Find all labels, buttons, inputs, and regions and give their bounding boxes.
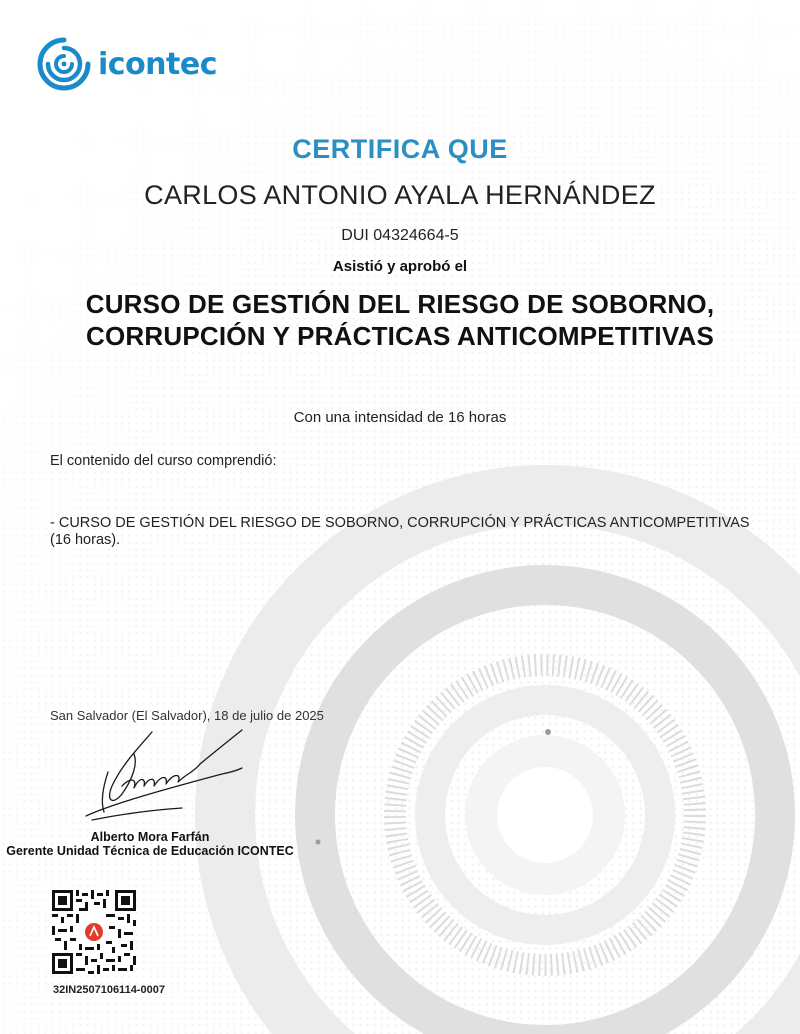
content-item: - CURSO DE GESTIÓN DEL RIESGO DE SOBORNO, CORRUPCIÓN Y PRÁCTICAS ANTICOMPETITIVAS (16 horas). xyxy=(50,515,750,548)
place-date: San Salvador (El Salvador), 18 de julio de 2025 xyxy=(50,708,324,723)
signer-title: Gerente Unidad Técnica de Educación ICONTEC xyxy=(6,844,294,858)
brand-wordmark: icontec xyxy=(98,46,218,82)
certificate-heading: CERTIFICA QUE xyxy=(292,134,508,164)
signer-block xyxy=(0,830,300,858)
course-title-line-1: CURSO DE GESTIÓN DEL RIESGO DE SOBORNO, xyxy=(85,289,715,319)
signer-name: Alberto Mora Farfán xyxy=(90,830,210,844)
certificate-serial: 32IN2507106114-0007 xyxy=(53,984,165,996)
qr-code-icon xyxy=(52,890,136,974)
course-intensity: Con una intensidad de 16 horas xyxy=(293,409,507,426)
icontec-logo xyxy=(36,36,217,92)
handwritten-signature xyxy=(82,724,252,832)
icontec-concentric-logo-icon xyxy=(36,36,92,92)
recipient-name: CARLOS ANTONIO AYALA HERNÁNDEZ xyxy=(144,180,656,210)
course-title-line-2: CORRUPCIÓN Y PRÁCTICAS ANTICOMPETITIVAS xyxy=(86,321,714,351)
content-label: El contenido del curso comprendió: xyxy=(50,453,277,469)
attended-text: Asistió y aprobó el xyxy=(332,258,468,275)
course-title xyxy=(0,288,800,352)
recipient-id: DUI 04324664-5 xyxy=(341,227,459,244)
